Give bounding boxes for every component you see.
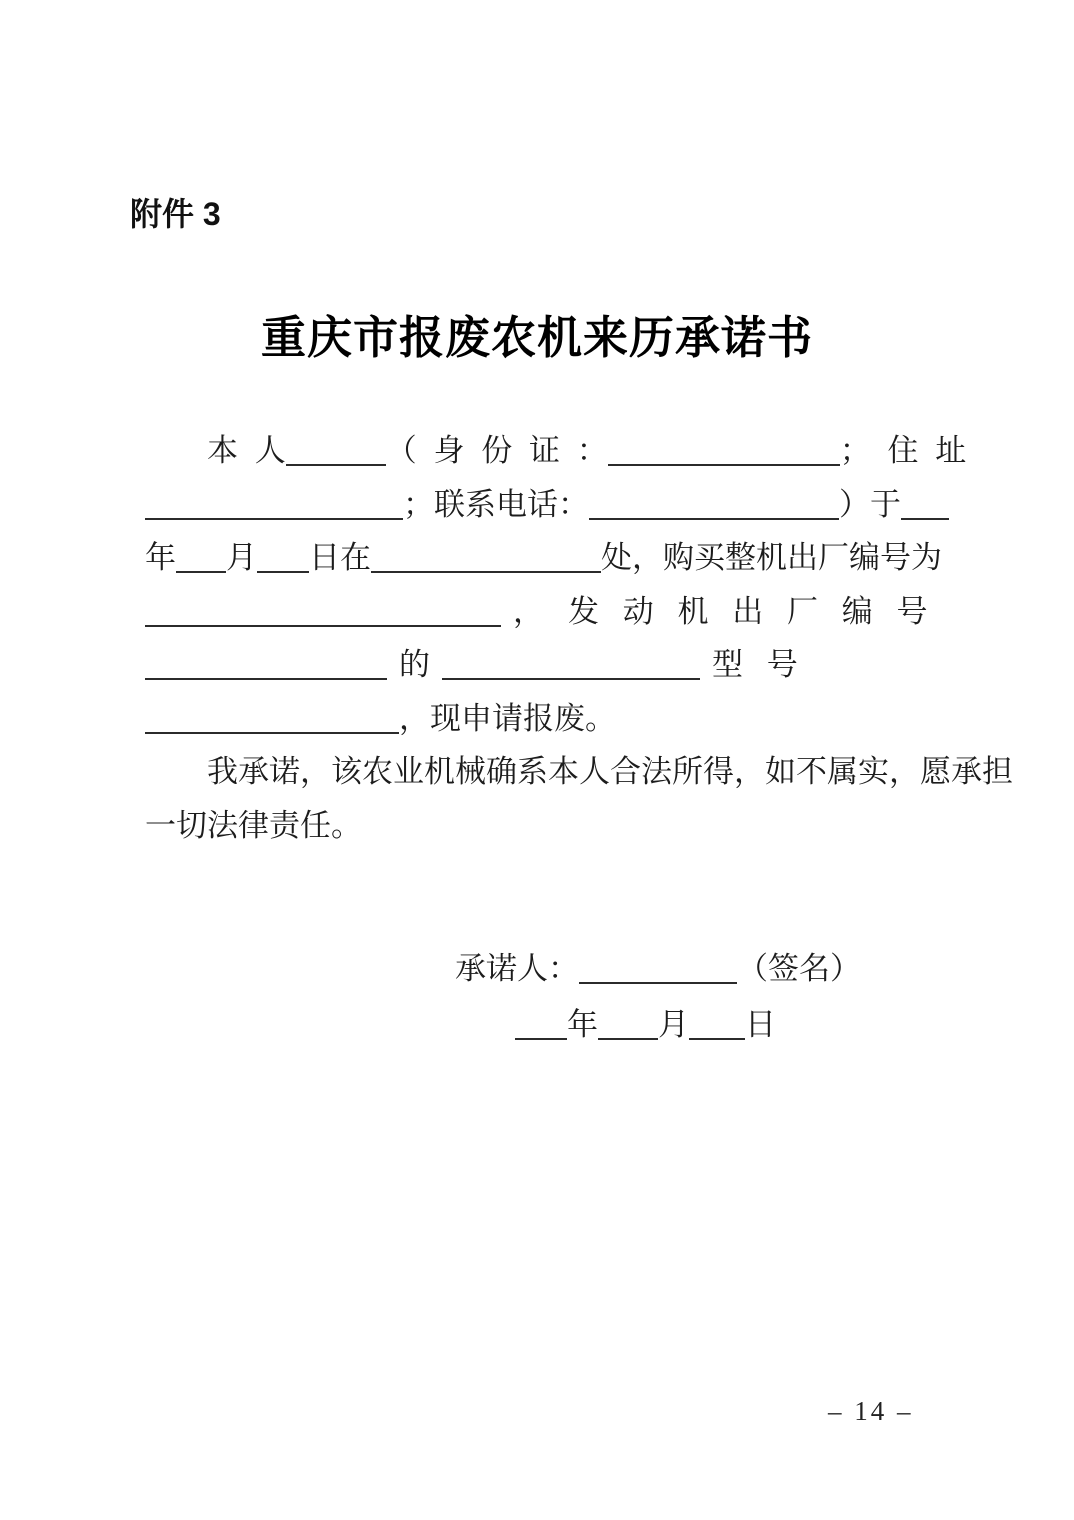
blank-underline: [589, 489, 839, 520]
blank-underline: [579, 953, 737, 984]
text-segment: 年: [145, 540, 176, 575]
document-title: 重庆市报废农机来历承诺书: [260, 313, 813, 363]
line-promise-2: [145, 799, 935, 853]
text-segment: 我承诺，该农业机械确系本人合法所得，如不属实，愿承担: [207, 754, 1013, 789]
blank-underline: [598, 1009, 658, 1040]
text-segment: ，现申请报废。: [399, 700, 616, 736]
line-date-place: [145, 531, 942, 585]
blank-underline: [145, 649, 387, 680]
blank-underline: [145, 489, 403, 520]
text-segment: 承诺人：: [455, 951, 579, 986]
blank-underline: [371, 542, 601, 573]
text-segment: ； 住 址: [839, 433, 967, 468]
blank-underline: [145, 703, 399, 734]
blank-underline: [689, 1009, 745, 1040]
attachment-label: 附件 3: [130, 196, 221, 232]
blank-underline: [515, 1009, 567, 1040]
blank-underline: [286, 435, 386, 466]
text-segment: 年: [567, 1007, 598, 1042]
blank-underline: [176, 542, 226, 573]
line-apply-scrap: [145, 692, 935, 746]
text-segment: 一切法律责任。: [145, 807, 362, 843]
text-segment: ，: [513, 593, 544, 629]
text-segment: （签名）: [737, 951, 861, 986]
text-segment: 日: [745, 1007, 776, 1042]
text-segment: 处，购买整机出厂编号为: [601, 540, 942, 575]
text-segment: 月: [226, 540, 257, 575]
text-segment: ；联系电话：: [403, 486, 589, 522]
blank-underline: [145, 596, 501, 627]
blank-underline: [257, 542, 309, 573]
text-segment: 月: [658, 1007, 689, 1042]
text-segment: 发 动 机 出 厂 编 号: [568, 593, 928, 629]
line-opening: [145, 424, 967, 478]
line-promise-1: [145, 745, 1013, 799]
line-engine-serial-model: [145, 638, 935, 692]
text-segment: 本 人: [207, 433, 286, 468]
body-paragraph: [145, 424, 1013, 852]
blank-underline: [442, 649, 700, 680]
signature-date-line: [515, 997, 861, 1053]
blank-underline: [901, 489, 949, 520]
line-address-phone: [145, 478, 935, 532]
blank-underline: [608, 435, 840, 466]
text-segment: 日在: [309, 540, 371, 575]
text-segment: ）于: [839, 486, 901, 522]
text-segment: 型 号: [712, 647, 798, 682]
signature-block: [455, 941, 861, 1053]
signature-line: [455, 941, 861, 997]
line-machine-serial: [145, 585, 935, 639]
text-segment: （ 身 份 证 ：: [385, 433, 608, 468]
text-segment: 的: [399, 647, 430, 682]
page-number: – 14 –: [828, 1396, 914, 1426]
